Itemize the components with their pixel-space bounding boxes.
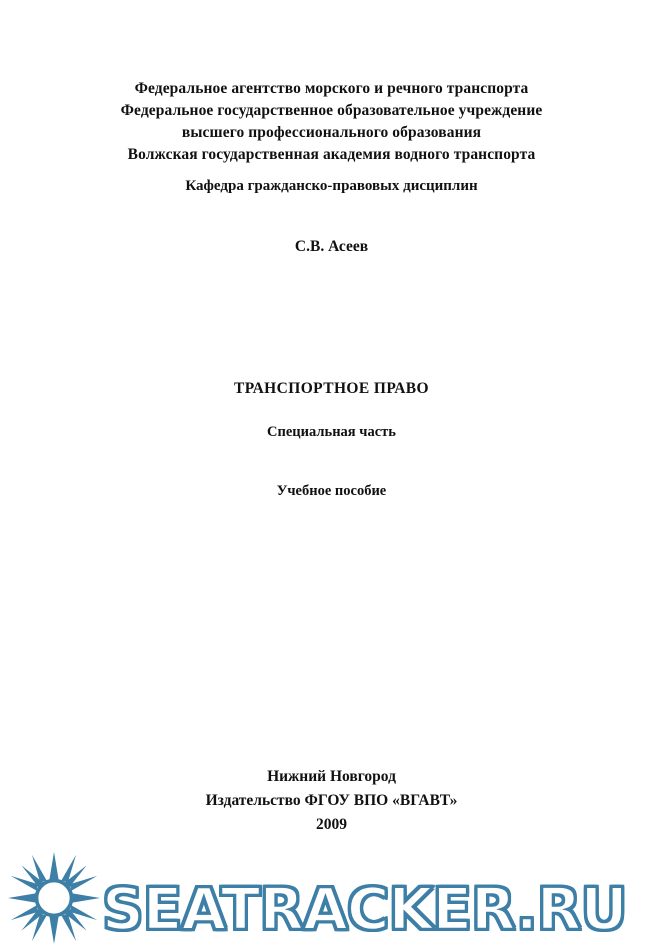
author-name: С.В. Асеев bbox=[294, 238, 369, 255]
watermark bbox=[0, 850, 663, 946]
imprint-city: Нижний Новгород bbox=[267, 768, 396, 785]
watermark-text: SEATRACKER.RU bbox=[102, 875, 627, 943]
imprint bbox=[0, 765, 663, 837]
institution-line-1: Федеральное агентство морского и речного транспорта bbox=[134, 80, 529, 97]
imprint-publisher: Издательство ФГОУ ВПО «ВГАВТ» bbox=[205, 792, 458, 809]
institution-line-2: Федеральное государственное образовательное учреждение bbox=[120, 102, 543, 119]
institution-line-4: Волжская государственная академия водного транспорта bbox=[127, 146, 536, 163]
page-title: ТРАНСПОРТНОЕ ПРАВО bbox=[233, 380, 430, 397]
institution-header bbox=[0, 78, 663, 166]
publication-kind: Учебное пособие bbox=[276, 483, 387, 499]
institution-line-3: высшего профессионального образования bbox=[181, 124, 482, 141]
sun-icon bbox=[8, 852, 100, 944]
department-name: Кафедра гражданско-правовых дисциплин bbox=[185, 178, 478, 194]
imprint-year: 2009 bbox=[316, 816, 347, 833]
page-subtitle: Специальная часть bbox=[267, 424, 396, 440]
